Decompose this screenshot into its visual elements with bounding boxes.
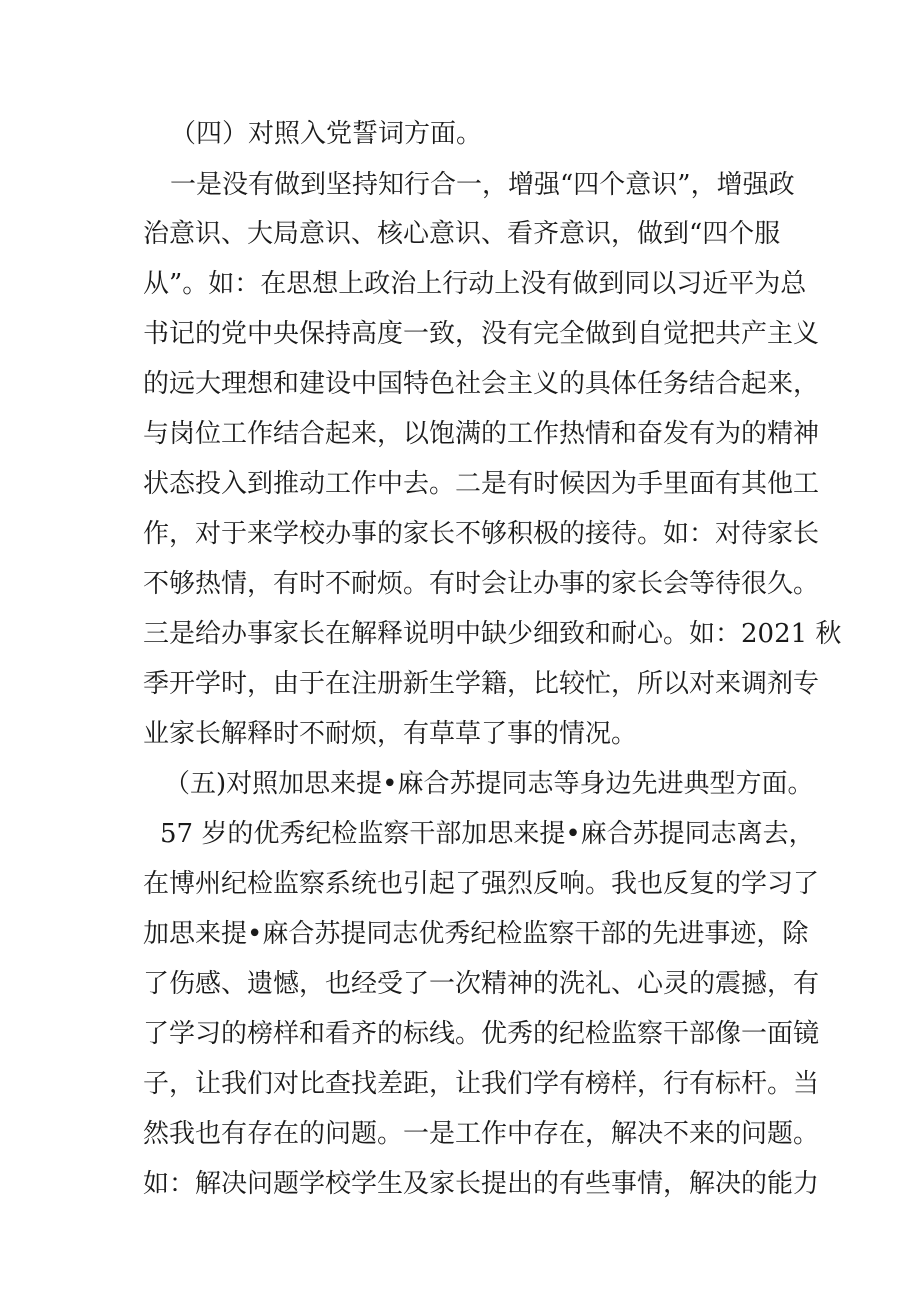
paragraph-line: 作，对于来学校办事的家长不够积极的接待。如：对待家长 bbox=[143, 519, 820, 549]
paragraph-line: 治意识、大局意识、核心意识、看齐意识，做到“四个服 bbox=[143, 219, 781, 249]
paragraph-line: 了伤感、遗憾，也经受了一次精神的洗礼、心灵的震撼，有 bbox=[143, 969, 820, 999]
paragraph-line: 状态投入到推动工作中去。二是有时候因为手里面有其他工 bbox=[143, 469, 820, 499]
paragraph-line: 在博州纪检监察系统也引起了强烈反响。我也反复的学习了 bbox=[143, 869, 820, 899]
paragraph-line: 57 岁的优秀纪检监察干部加思来提•麻合苏提同志离去， bbox=[160, 819, 815, 849]
paragraph-line: 了学习的榜样和看齐的标线。优秀的纪检监察干部像一面镜 bbox=[143, 1019, 820, 1049]
paragraph-line: 一是没有做到坚持知行合一，增强“四个意识”，增强政 bbox=[170, 170, 795, 200]
paragraph-line: 与岗位工作结合起来，以饱满的工作热情和奋发有为的精神 bbox=[143, 419, 820, 449]
paragraph-line: 然我也有存在的问题。一是工作中存在，解决不来的问题。 bbox=[143, 1119, 820, 1149]
section-heading-four: （四）对照入党誓词方面。 bbox=[170, 119, 483, 149]
paragraph-line: 从”。如：在思想上政治上行动上没有做到同以习近平为总 bbox=[143, 269, 807, 299]
paragraph-line: 业家长解释时不耐烦，有草草了事的情况。 bbox=[143, 719, 638, 749]
paragraph-line: 如：解决问题学校学生及家长提出的有些事情，解决的能力 bbox=[143, 1169, 820, 1199]
paragraph-line: 不够热情，有时不耐烦。有时会让办事的家长会等待很久。 bbox=[143, 569, 820, 599]
paragraph-line: 子，让我们对比查找差距，让我们学有榜样，行有标杆。当 bbox=[143, 1069, 820, 1099]
paragraph-line: 书记的党中央保持高度一致，没有完全做到自觉把共产主义 bbox=[143, 319, 820, 349]
paragraph-line: 季开学时，由于在注册新生学籍，比较忙，所以对来调剂专 bbox=[143, 669, 820, 699]
paragraph-line: 加思来提•麻合苏提同志优秀纪检监察干部的先进事迹，除 bbox=[143, 919, 809, 949]
section-heading-five: （五)对照加思来提•麻合苏提同志等身边先进典型方面。 bbox=[164, 769, 814, 799]
paragraph-line: 三是给办事家长在解释说明中缺少细致和耐心。如：2021 秋 bbox=[143, 619, 842, 649]
paragraph-line: 的远大理想和建设中国特色社会主义的具体任务结合起来， bbox=[143, 369, 820, 399]
